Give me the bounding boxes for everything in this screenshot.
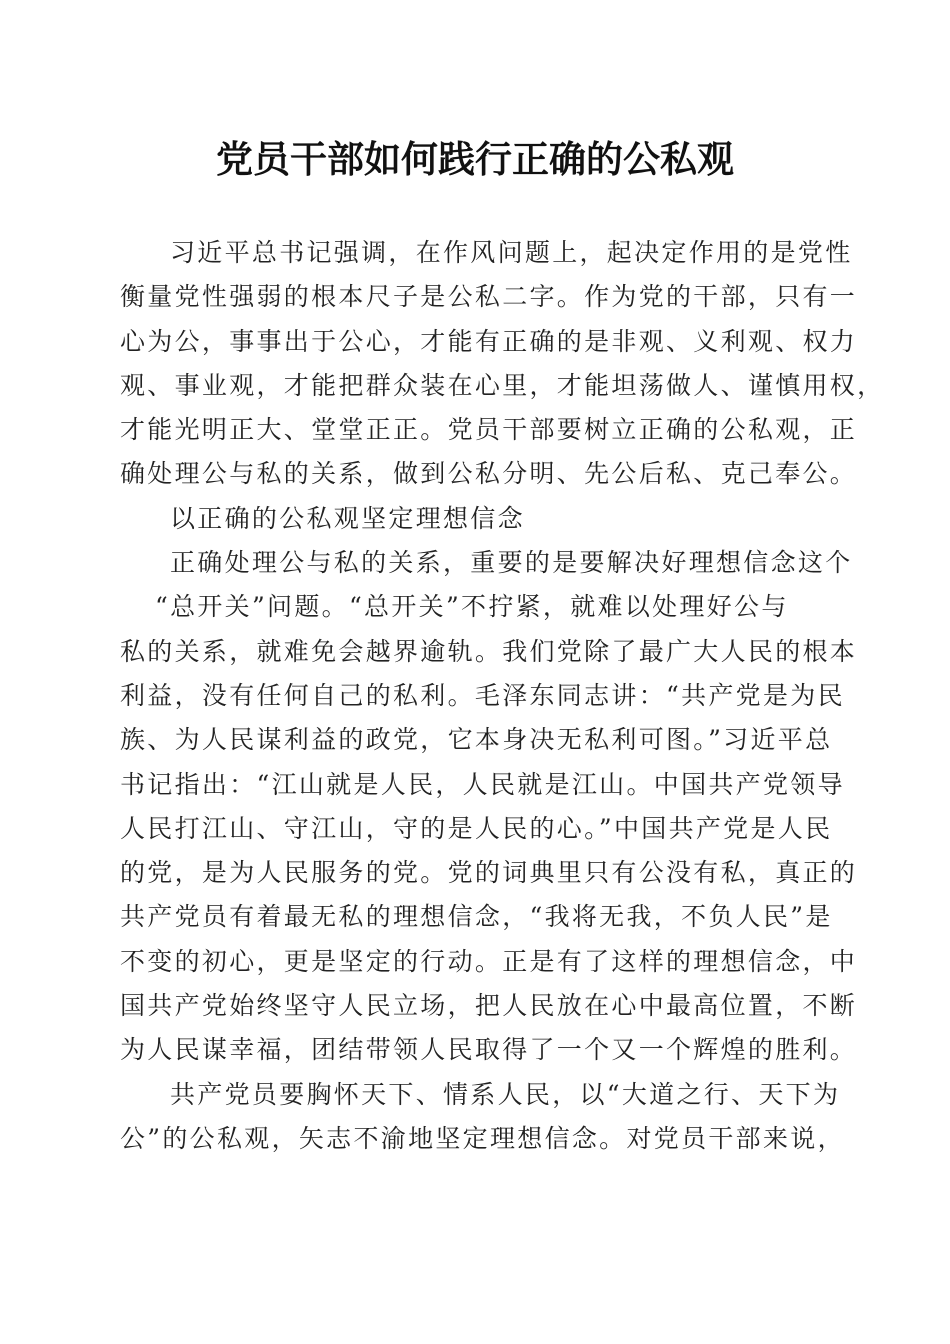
text-line: 国共产党始终坚守人民立场，把人民放在心中最高位置，不断 xyxy=(120,991,858,1021)
text-line: 公”的公私观，矢志不渝地坚定理想信念。对党员干部来说， xyxy=(120,1123,845,1153)
text-line: 正确处理公与私的关系，重要的是要解决好理想信念这个 xyxy=(170,548,853,578)
text-line: “总开关”问题。“总开关”不拧紧，就难以处理好公与 xyxy=(155,592,789,622)
text-line: 习近平总书记强调，在作风问题上，起决定作用的是党性 xyxy=(170,238,853,267)
text-line: 利益，没有任何自己的私利。毛泽东同志讲：“共产党是为民 xyxy=(120,680,845,710)
text-line: 心为公，事事出于公心，才能有正确的是非观、义利观、权力 xyxy=(120,326,858,356)
text-line: 衡量党性强弱的根本尺子是公私二字。作为党的干部，只有一 xyxy=(120,282,858,312)
document-body xyxy=(120,231,885,1161)
text-line: 书记指出：“江山就是人民，人民就是江山。中国共产党领导 xyxy=(120,769,845,799)
text-line: 才能光明正大、堂堂正正。党员干部要树立正确的公私观，正 xyxy=(120,415,858,445)
text-line: 的党，是为人民服务的党。党的词典里只有公没有私，真正的 xyxy=(120,858,858,888)
text-line: 确处理公与私的关系，做到公私分明、先公后私、克己奉公。 xyxy=(120,459,858,489)
document-title: 党员干部如何践行正确的公私观 xyxy=(216,137,734,181)
text-line: 不变的初心，更是坚定的行动。正是有了这样的理想信念，中 xyxy=(120,946,858,976)
text-line: 为人民谋幸福，团结带领人民取得了一个又一个辉煌的胜利。 xyxy=(120,1035,858,1065)
text-line: 共产党员有着最无私的理想信念，“我将无我，不负人民”是 xyxy=(120,902,833,932)
text-line: 私的关系，就难免会越界逾轨。我们党除了最广大人民的根本 xyxy=(120,636,858,666)
section-heading: 以正确的公私观坚定理想信念 xyxy=(170,503,525,533)
text-line: 观、事业观，才能把群众装在心里，才能坦荡做人、谨慎用权， xyxy=(120,370,885,400)
text-line: 人民打江山、守江山，守的是人民的心。”中国共产党是人民 xyxy=(120,813,833,843)
text-line: 共产党员要胸怀天下、情系人民，以“大道之行、天下为 xyxy=(170,1079,841,1109)
text-line: 族、为人民谋利益的政党，它本身决无私利可图。”习近平总 xyxy=(120,725,833,755)
